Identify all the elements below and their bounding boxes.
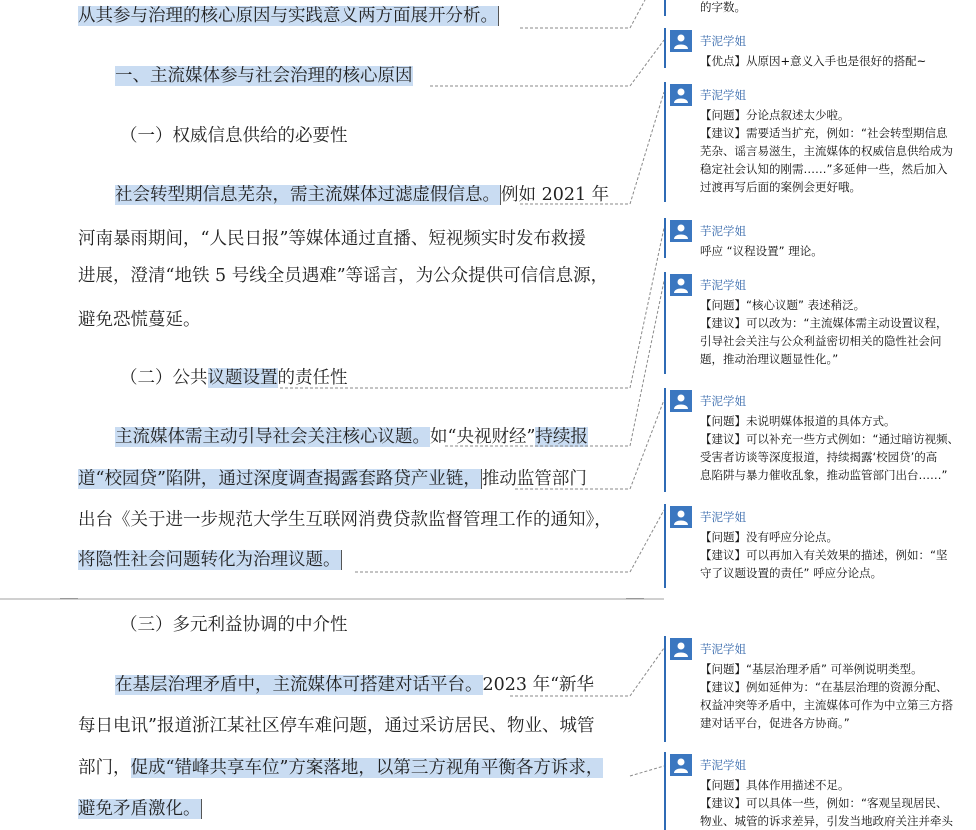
user-avatar-icon [670, 754, 692, 776]
subsection-heading[interactable]: （三）多元利益协调的中介性 [120, 615, 348, 635]
comment-text: 受害者访谈等深度报道，持续揭露‘校园贷’的高 [700, 450, 938, 464]
connector-line [630, 766, 664, 776]
user-avatar-icon [670, 220, 692, 242]
comment-text: 【问题】“核心议题” 表述稍泛。 [700, 298, 866, 312]
highlighted-text[interactable]: 一、主流媒体参与社会治理的核心原因 [115, 66, 413, 86]
comment-text: 权益冲突等矛盾中，主流媒体可作为中立第三方搭 [700, 698, 953, 712]
comment-bar [664, 636, 666, 742]
highlighted-text[interactable]: 从其参与治理的核心原因与实践意义两方面展开分析。 [78, 6, 498, 26]
text-line[interactable]: 避免恐慌蔓延。 [78, 310, 201, 330]
comment-author: 芋泥学姐 [700, 642, 746, 656]
comment-bar [664, 218, 666, 258]
plain-text[interactable]: 推动监管部门 [481, 469, 587, 489]
comment-text: 【优点】从原因+意义入手也是很好的搭配~ [700, 54, 927, 68]
comment-text: 稳定社会认知的刚需……”多延伸一些，然后加入 [700, 162, 948, 176]
comment-author: 芋泥学姐 [700, 510, 746, 524]
text-line[interactable]: 进展，澄清“地铁 5 号线全员遇难”等谣言，为公众提供可信信息源， [78, 266, 609, 286]
user-avatar-icon [670, 390, 692, 412]
comment-text: 【问题】“基层治理矛盾” 可举例说明类型。 [700, 662, 923, 676]
comment-bar [664, 752, 666, 830]
plain-text[interactable]: 的责任性 [277, 368, 348, 388]
comment-text: 题，推动治理议题显性化。” [700, 352, 839, 366]
comment-bar [664, 272, 666, 374]
comment-card[interactable] [670, 754, 970, 830]
comment-text: 【建议】可以补充一些方式例如：“通过暗访视频、 [700, 432, 959, 446]
comment-text: 【建议】可以再加入有关效果的描述，例如：“坚 [700, 548, 948, 562]
highlighted-text[interactable]: 促成“错峰共享车位”方案落地，以第三方视角平衡各方诉求， [130, 758, 604, 778]
comment-card[interactable] [670, 506, 970, 582]
comment-bar [664, 388, 666, 492]
connector-line [510, 648, 664, 696]
highlighted-text[interactable]: 将隐性社会问题转化为治理议题。 [78, 550, 341, 570]
text-line[interactable]: 出台《关于进一步规范大学生互联网消费贷款监督管理工作的通知》， [78, 510, 612, 530]
plain-text[interactable]: 例如 2021 年 [501, 185, 610, 205]
comment-text: 的字数。 [700, 0, 746, 14]
comment-text: 【建议】需要适当扩充，例如：“社会转型期信息 [700, 126, 948, 140]
user-avatar-icon [670, 274, 692, 296]
comment-card[interactable] [670, 390, 970, 484]
comment-bar [664, 28, 666, 68]
comment-fragment[interactable] [670, 0, 970, 16]
connector-line [520, 92, 664, 204]
comment-text: 息陷阱与暴力催收乱象，推动监管部门出台……” [700, 468, 948, 482]
comment-text: 【建议】可以改为：“主流媒体需主动设置议程， [700, 316, 948, 330]
connector-line [430, 40, 664, 86]
comment-text: 呼应 “议程设置” 理论。 [700, 244, 823, 258]
comment-text: 芜杂、谣言易滋生，主流媒体的权威信息供给成为 [700, 144, 953, 158]
comment-text: 物业、城管的诉求差异，引发当地政府关注并牵头 [700, 814, 953, 828]
comment-card[interactable] [670, 638, 970, 732]
comment-text: 【问题】分论点叙述太少啦。 [700, 108, 850, 122]
comment-author: 芋泥学姐 [700, 758, 746, 772]
comment-bar [664, 82, 666, 202]
user-avatar-icon [670, 638, 692, 660]
highlighted-text[interactable]: 议题设置 [207, 368, 278, 388]
subsection-heading[interactable]: （一）权威信息供给的必要性 [120, 126, 348, 146]
connector-line [515, 400, 664, 489]
comment-text: 【建议】可以具体一些，例如：“客观呈现居民、 [700, 796, 948, 810]
plain-text[interactable]: 部门， [78, 758, 131, 778]
comment-card[interactable] [670, 220, 970, 260]
connector-line [277, 228, 664, 388]
comment-author: 芋泥学姐 [700, 34, 746, 48]
highlighted-text[interactable]: 社会转型期信息芜杂，需主流媒体过滤虚假信息。 [115, 185, 500, 205]
comment-author: 芋泥学姐 [700, 224, 746, 238]
user-avatar-icon [670, 506, 692, 528]
comment-text: 【问题】没有呼应分论点。 [700, 530, 838, 544]
highlighted-text[interactable]: 主流媒体需主动引导社会关注核心议题。 [115, 427, 430, 447]
comment-bar [664, 504, 666, 588]
connector-line [445, 281, 664, 446]
highlighted-text[interactable]: 持续报 [535, 427, 588, 447]
comment-bar [664, 0, 666, 16]
comment-text: 引导社会关注与公众利益密切相关的隐性社会问 [700, 334, 942, 348]
comment-card[interactable] [670, 30, 970, 70]
text-line[interactable]: 每日电讯”报道浙江某社区停车难问题，通过采访居民、物业、城管 [78, 716, 595, 736]
highlighted-text[interactable]: 道“校园贷”陷阱，通过深度调查揭露套路贷产业链， [78, 469, 481, 489]
comment-text: 【问题】未说明媒体报道的具体方式。 [700, 414, 896, 428]
comment-text: 【建议】例如延伸为：“在基层治理的资源分配、 [700, 680, 948, 694]
highlighted-text[interactable]: 在基层治理矛盾中，主流媒体可搭建对话平台。 [115, 675, 483, 695]
highlighted-text[interactable]: 避免矛盾激化。 [78, 799, 201, 819]
connector-line [520, 0, 645, 28]
comment-text: 过渡再写后面的案例会更好哦。 [700, 180, 861, 194]
text-line[interactable]: 河南暴雨期间，“人民日报”等媒体通过直播、短视频实时发布救援 [78, 229, 586, 249]
comment-card[interactable] [670, 274, 970, 368]
plain-text[interactable]: 如“央视财经” [430, 427, 536, 447]
plain-text[interactable]: （二）公共 [120, 368, 208, 388]
comment-author: 芋泥学姐 [700, 278, 746, 292]
comment-author: 芋泥学姐 [700, 88, 746, 102]
comment-text: 【问题】具体作用描述不足。 [700, 778, 850, 792]
user-avatar-icon [670, 84, 692, 106]
plain-text[interactable]: 2023 年“新华 [482, 675, 595, 695]
connector-line [355, 510, 664, 572]
comment-text: 建对话平台，促进各方协商。” [700, 716, 850, 730]
comment-author: 芋泥学姐 [700, 394, 746, 408]
comment-text: 守了议题设置的责任” 呼应分论点。 [700, 566, 883, 580]
comment-card[interactable] [670, 84, 970, 196]
user-avatar-icon [670, 30, 692, 52]
